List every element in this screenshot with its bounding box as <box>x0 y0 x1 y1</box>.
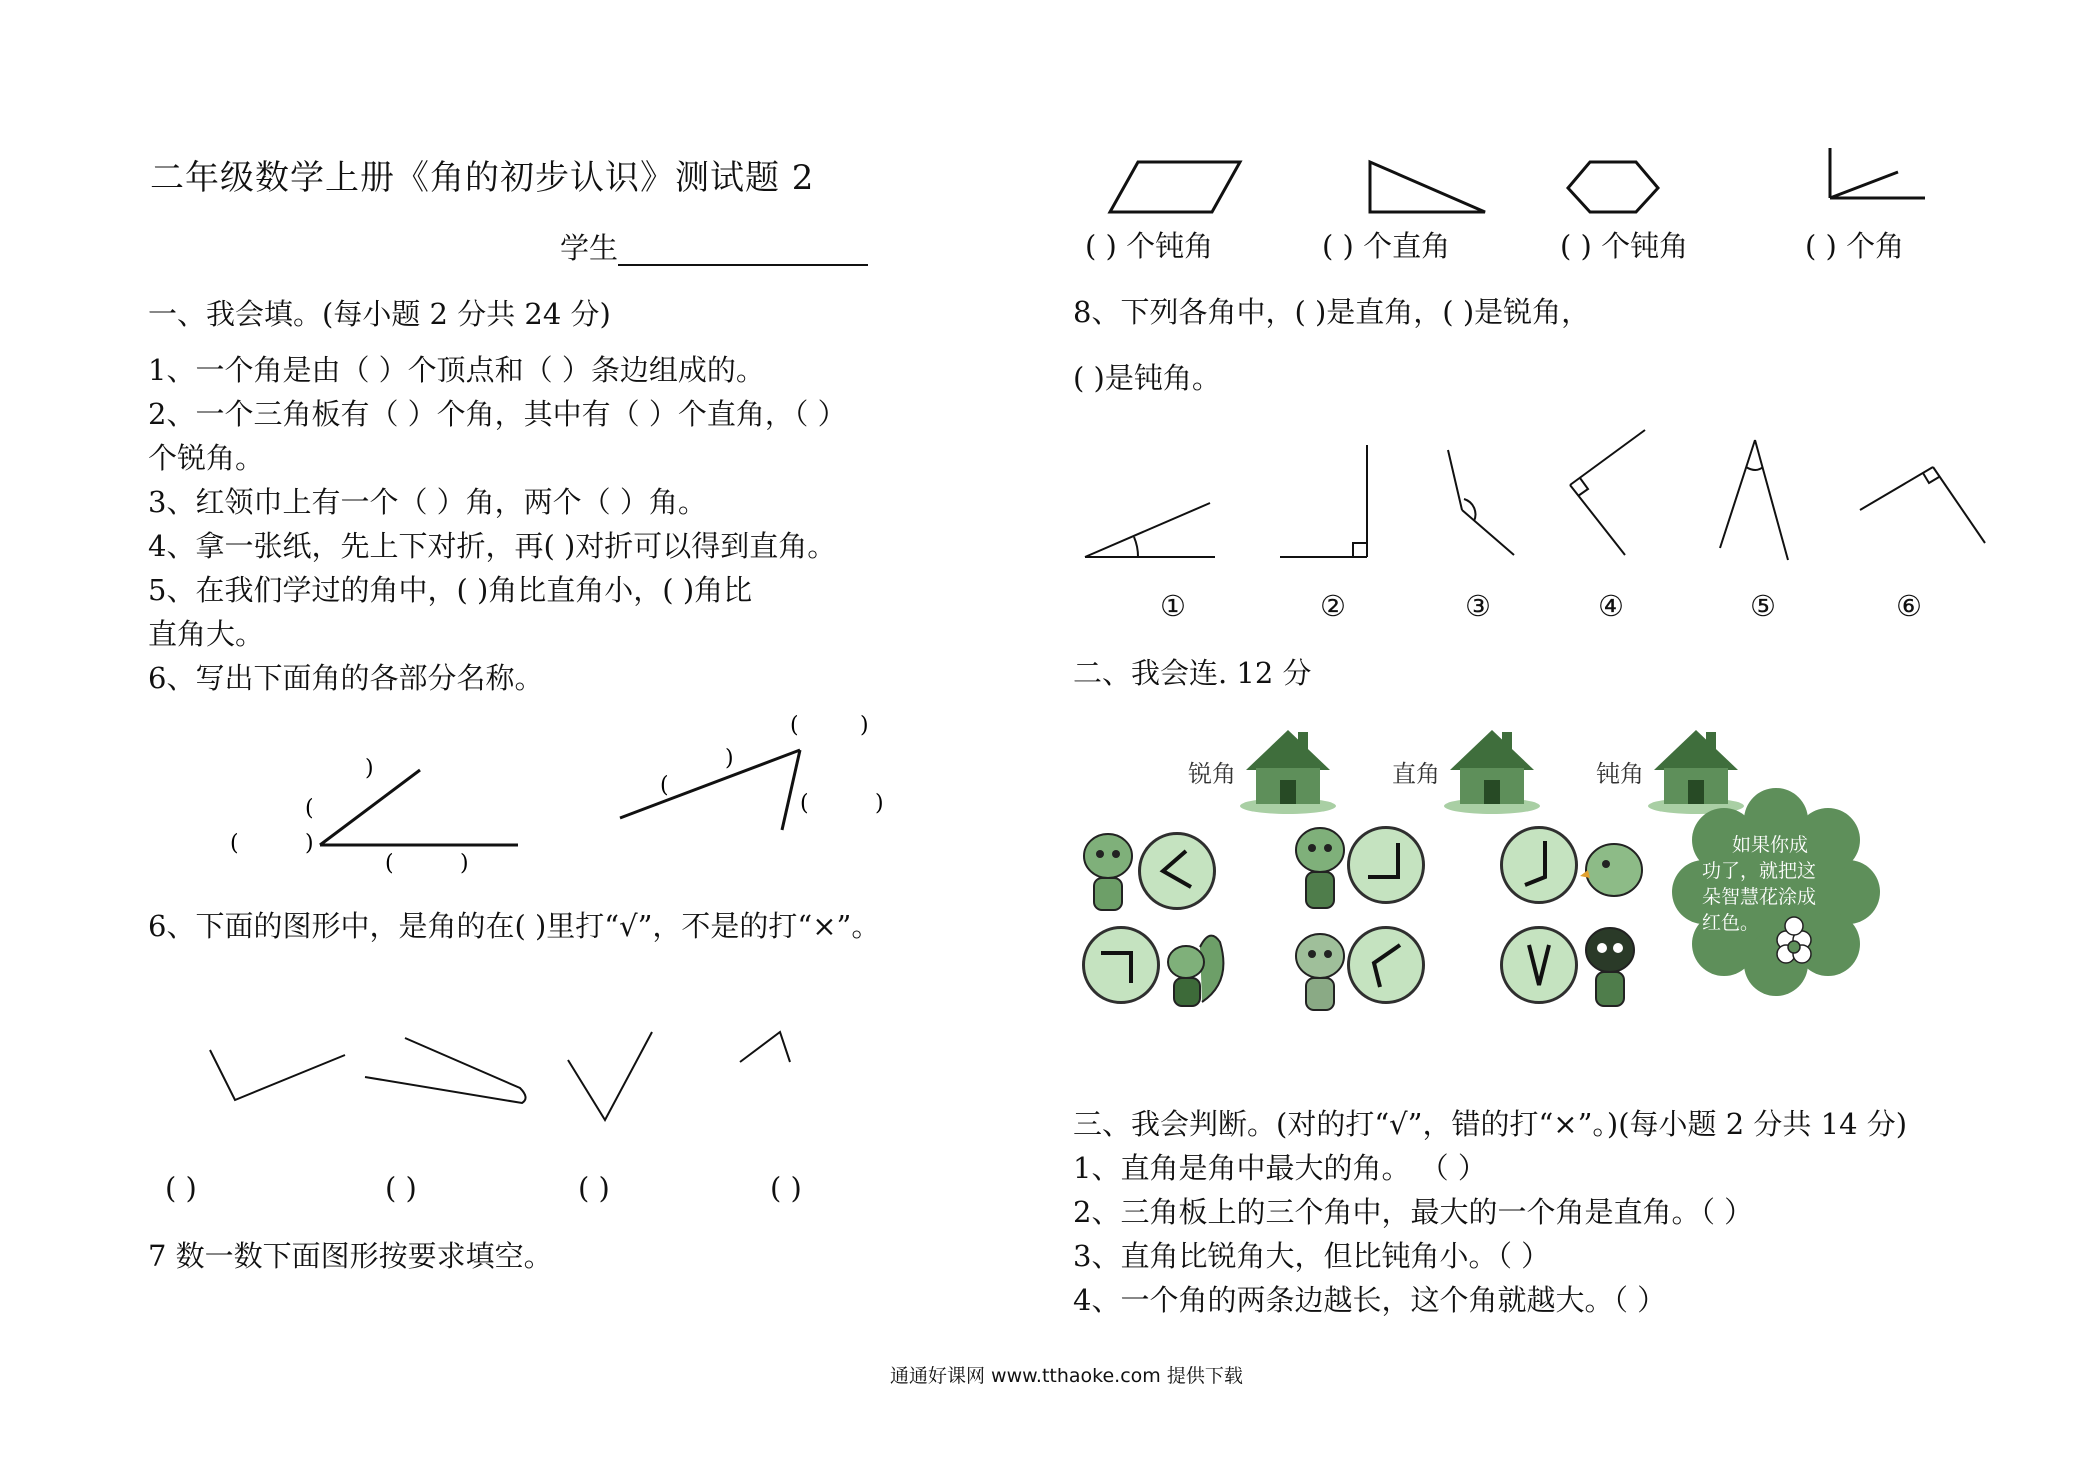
flower-text-3: 朵智慧花涂成 <box>1702 886 1817 908</box>
angle-number-2: ② <box>1320 589 1346 623</box>
match-circle-2[interactable] <box>1347 826 1425 904</box>
angle-number-3: ③ <box>1465 589 1491 623</box>
section2-heading: 二、我会连. 12 分 <box>1073 656 1312 690</box>
student-name-line[interactable] <box>618 234 868 266</box>
svg-text:): ) <box>725 746 734 771</box>
svg-text:): ) <box>860 713 869 738</box>
judge-blank-1[interactable]: ( ) <box>165 1171 197 1205</box>
svg-text:): ) <box>305 831 314 856</box>
angle-number-4: ④ <box>1598 589 1624 623</box>
match-circle-4[interactable] <box>1082 926 1160 1004</box>
flower-text-4: 红色。 <box>1702 912 1760 934</box>
flower-text-2: 功了，就把这 <box>1702 860 1817 882</box>
match-circle-1[interactable] <box>1138 832 1216 910</box>
question-1: 1、一个角是由（ ）个顶点和（ ）条边组成的。 <box>148 353 765 387</box>
angle-parts-figure-2 <box>610 710 910 860</box>
judge-blank-3[interactable]: ( ) <box>578 1171 610 1205</box>
svg-text:): ) <box>365 756 374 781</box>
right-angle-icon <box>1350 829 1422 901</box>
shape-label-3: ( ) 个钝角 <box>1560 229 1689 263</box>
match-circle-5[interactable] <box>1347 926 1425 1004</box>
question-8b: ( )是钝角。 <box>1073 361 1221 395</box>
acute-angle-icon <box>1141 835 1213 907</box>
question-3: 3、红领巾上有一个（ ）角，两个（ ）角。 <box>148 485 707 519</box>
mascot-goat-icon <box>1290 820 1350 916</box>
svg-text:(: ( <box>305 796 314 821</box>
svg-text:(: ( <box>800 791 809 816</box>
mascot-wolf-icon <box>1290 924 1350 1014</box>
judge-item-3: 3、直角比锐角大，但比钝角小。（ ） <box>1073 1239 1551 1273</box>
angle-parts-figure-1 <box>190 710 550 880</box>
angle-figures <box>1080 425 2000 565</box>
svg-text:(: ( <box>660 773 669 798</box>
question-6-judge: 6、下面的图形中，是角的在( )里打“√”，不是的打“×”。 <box>148 909 881 943</box>
question-6-names: 6、写出下面角的各部分名称。 <box>148 661 544 695</box>
shape-label-1: ( ) 个钝角 <box>1085 229 1214 263</box>
svg-text:): ) <box>460 851 469 876</box>
svg-text:): ) <box>875 791 884 816</box>
acute-angle-icon <box>1503 929 1575 1001</box>
question-2b: 个锐角。 <box>148 441 265 475</box>
section3-heading: 三、我会判断。(对的打“√”，错的打“×”。)(每小题 2 分共 14 分) <box>1073 1107 1908 1141</box>
obtuse-angle-icon <box>1350 929 1422 1001</box>
judge-blank-4[interactable]: ( ) <box>770 1171 802 1205</box>
house-label-right: 直角 <box>1392 760 1440 788</box>
svg-text:(: ( <box>230 831 239 856</box>
angle-number-6: ⑥ <box>1896 589 1922 623</box>
right-angle-icon <box>1085 929 1157 1001</box>
match-circle-3[interactable] <box>1500 826 1578 904</box>
judge-item-2: 2、三角板上的三个角中，最大的一个角是直角。（ ） <box>1073 1195 1754 1229</box>
shape-label-2: ( ) 个直角 <box>1322 229 1451 263</box>
student-name-field[interactable] <box>560 230 868 266</box>
question-2a: 2、一个三角板有（ ）个角，其中有（ ）个直角，（ ） <box>148 397 847 431</box>
shape-row <box>1080 140 1960 220</box>
angle-number-5: ⑤ <box>1750 589 1776 623</box>
house-right[interactable] <box>1442 722 1542 814</box>
section1-heading: 一、我会填。(每小题 2 分共 24 分) <box>148 297 611 331</box>
house-label-acute: 锐角 <box>1188 760 1236 788</box>
judge-item-1: 1、直角是角中最大的角。 （ ） <box>1073 1151 1487 1185</box>
shape-label-4: ( ) 个角 <box>1805 229 1905 263</box>
footer: 通通好课网 www.tthaoke.com 提供下载 <box>890 1365 1243 1387</box>
page-title: 二年级数学上册《角的初步认识》测试题 2 <box>150 158 815 198</box>
question-5a: 5、在我们学过的角中，( )角比直角小，( )角比 <box>148 573 753 607</box>
judge-blank-2[interactable]: ( ) <box>385 1171 417 1205</box>
question-5b: 直角大。 <box>148 617 265 651</box>
mascot-cat-icon <box>1580 920 1640 1012</box>
mascot-bird-icon <box>1580 830 1650 910</box>
student-label: 学生 <box>560 231 619 265</box>
mascot-squirrel-icon <box>1162 922 1232 1012</box>
house-acute[interactable] <box>1238 722 1338 814</box>
flower-text-1: 如果你成 <box>1732 834 1809 856</box>
mascot-goat-icon <box>1078 826 1138 916</box>
question-4: 4、拿一张纸，先上下对折，再( )对折可以得到直角。 <box>148 529 837 563</box>
judge-item-4: 4、一个角的两条边越长，这个角就越大。（ ） <box>1073 1283 1667 1317</box>
obtuse-angle-icon <box>1503 829 1575 901</box>
question-7: 7 数一数下面图形按要求填空。 <box>148 1239 553 1273</box>
question-8a: 8、下列各角中，( )是直角，( )是锐角， <box>1073 295 1591 329</box>
svg-text:(: ( <box>790 713 799 738</box>
match-circle-6[interactable] <box>1500 926 1578 1004</box>
house-label-obtuse: 钝角 <box>1596 760 1644 788</box>
angle-judge-figures <box>200 1020 860 1130</box>
angle-number-1: ① <box>1160 589 1186 623</box>
svg-text:(: ( <box>385 851 394 876</box>
